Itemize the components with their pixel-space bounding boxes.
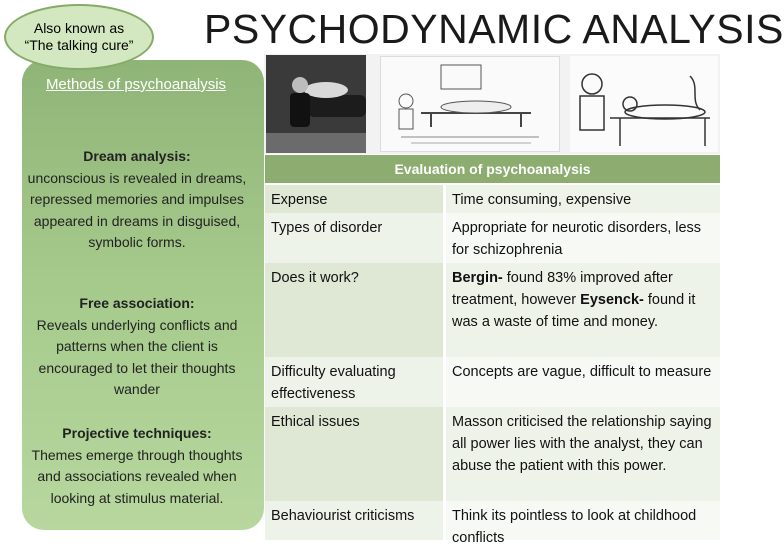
row-value: Appropriate for neurotic disorders, less for schizophrenia (443, 213, 720, 263)
row-value: Time consuming, expensive (443, 185, 720, 213)
row-value: Concepts are vague, difficult to measure (443, 357, 720, 407)
researcher-name: Bergin- (452, 270, 503, 286)
evaluation-heading: Evaluation of psychoanalysis (265, 155, 720, 183)
row-value: Think its pointless to look at childhood conflicts (443, 501, 720, 540)
row-value (443, 263, 720, 357)
page-title: PSYCHODYNAMIC ANALYSIS (204, 6, 784, 52)
methods-heading: Methods of psychoanalysis (45, 76, 227, 93)
method-projective-techniques (26, 423, 248, 509)
badge-text: Also known as “The talking cure” (24, 20, 134, 53)
method-term: Free association: (79, 295, 195, 311)
row-label: Expense (265, 185, 443, 213)
talking-cure-badge (4, 4, 154, 70)
method-desc: Reveals underlying conflicts and patterns when the client is encouraged to let their thoughts wander (36, 316, 238, 397)
row-label: Behaviourist criticisms (265, 501, 443, 540)
cartoon-illustration (380, 56, 560, 152)
value-text: found it was a waste of time and money. (452, 292, 696, 330)
method-desc: Themes emerge through thoughts and associations revealed when looking at stimulus material. (31, 446, 243, 506)
method-desc: unconscious is revealed in dreams, repressed memories and impulses appeared in dreams in disguised, symbolic forms. (27, 169, 247, 250)
method-dream-analysis (26, 146, 248, 254)
table-row (265, 501, 720, 546)
row-value: Masson criticised the relationship saying all power lies with the analyst, they can abuse the patient with this power. (443, 407, 720, 501)
table-row (265, 407, 720, 501)
row-label: Types of disorder (265, 213, 443, 263)
method-free-association (26, 293, 248, 401)
method-term: Dream analysis: (83, 148, 191, 164)
method-term: Projective techniques: (62, 425, 212, 441)
row-label: Ethical issues (265, 407, 443, 501)
table-row (265, 185, 720, 213)
evaluation-table (265, 155, 720, 183)
table-row (265, 357, 720, 407)
row-label: Does it work? (265, 263, 443, 357)
researcher-name: Eysenck- (580, 292, 644, 308)
table-row (265, 213, 720, 263)
row-label: Difficulty evaluating effectiveness (265, 357, 443, 407)
value-text: found 83% improved after treatment, however (452, 270, 673, 308)
analyst-sketch (570, 56, 718, 152)
table-row (265, 263, 720, 357)
therapy-photo (266, 55, 366, 153)
